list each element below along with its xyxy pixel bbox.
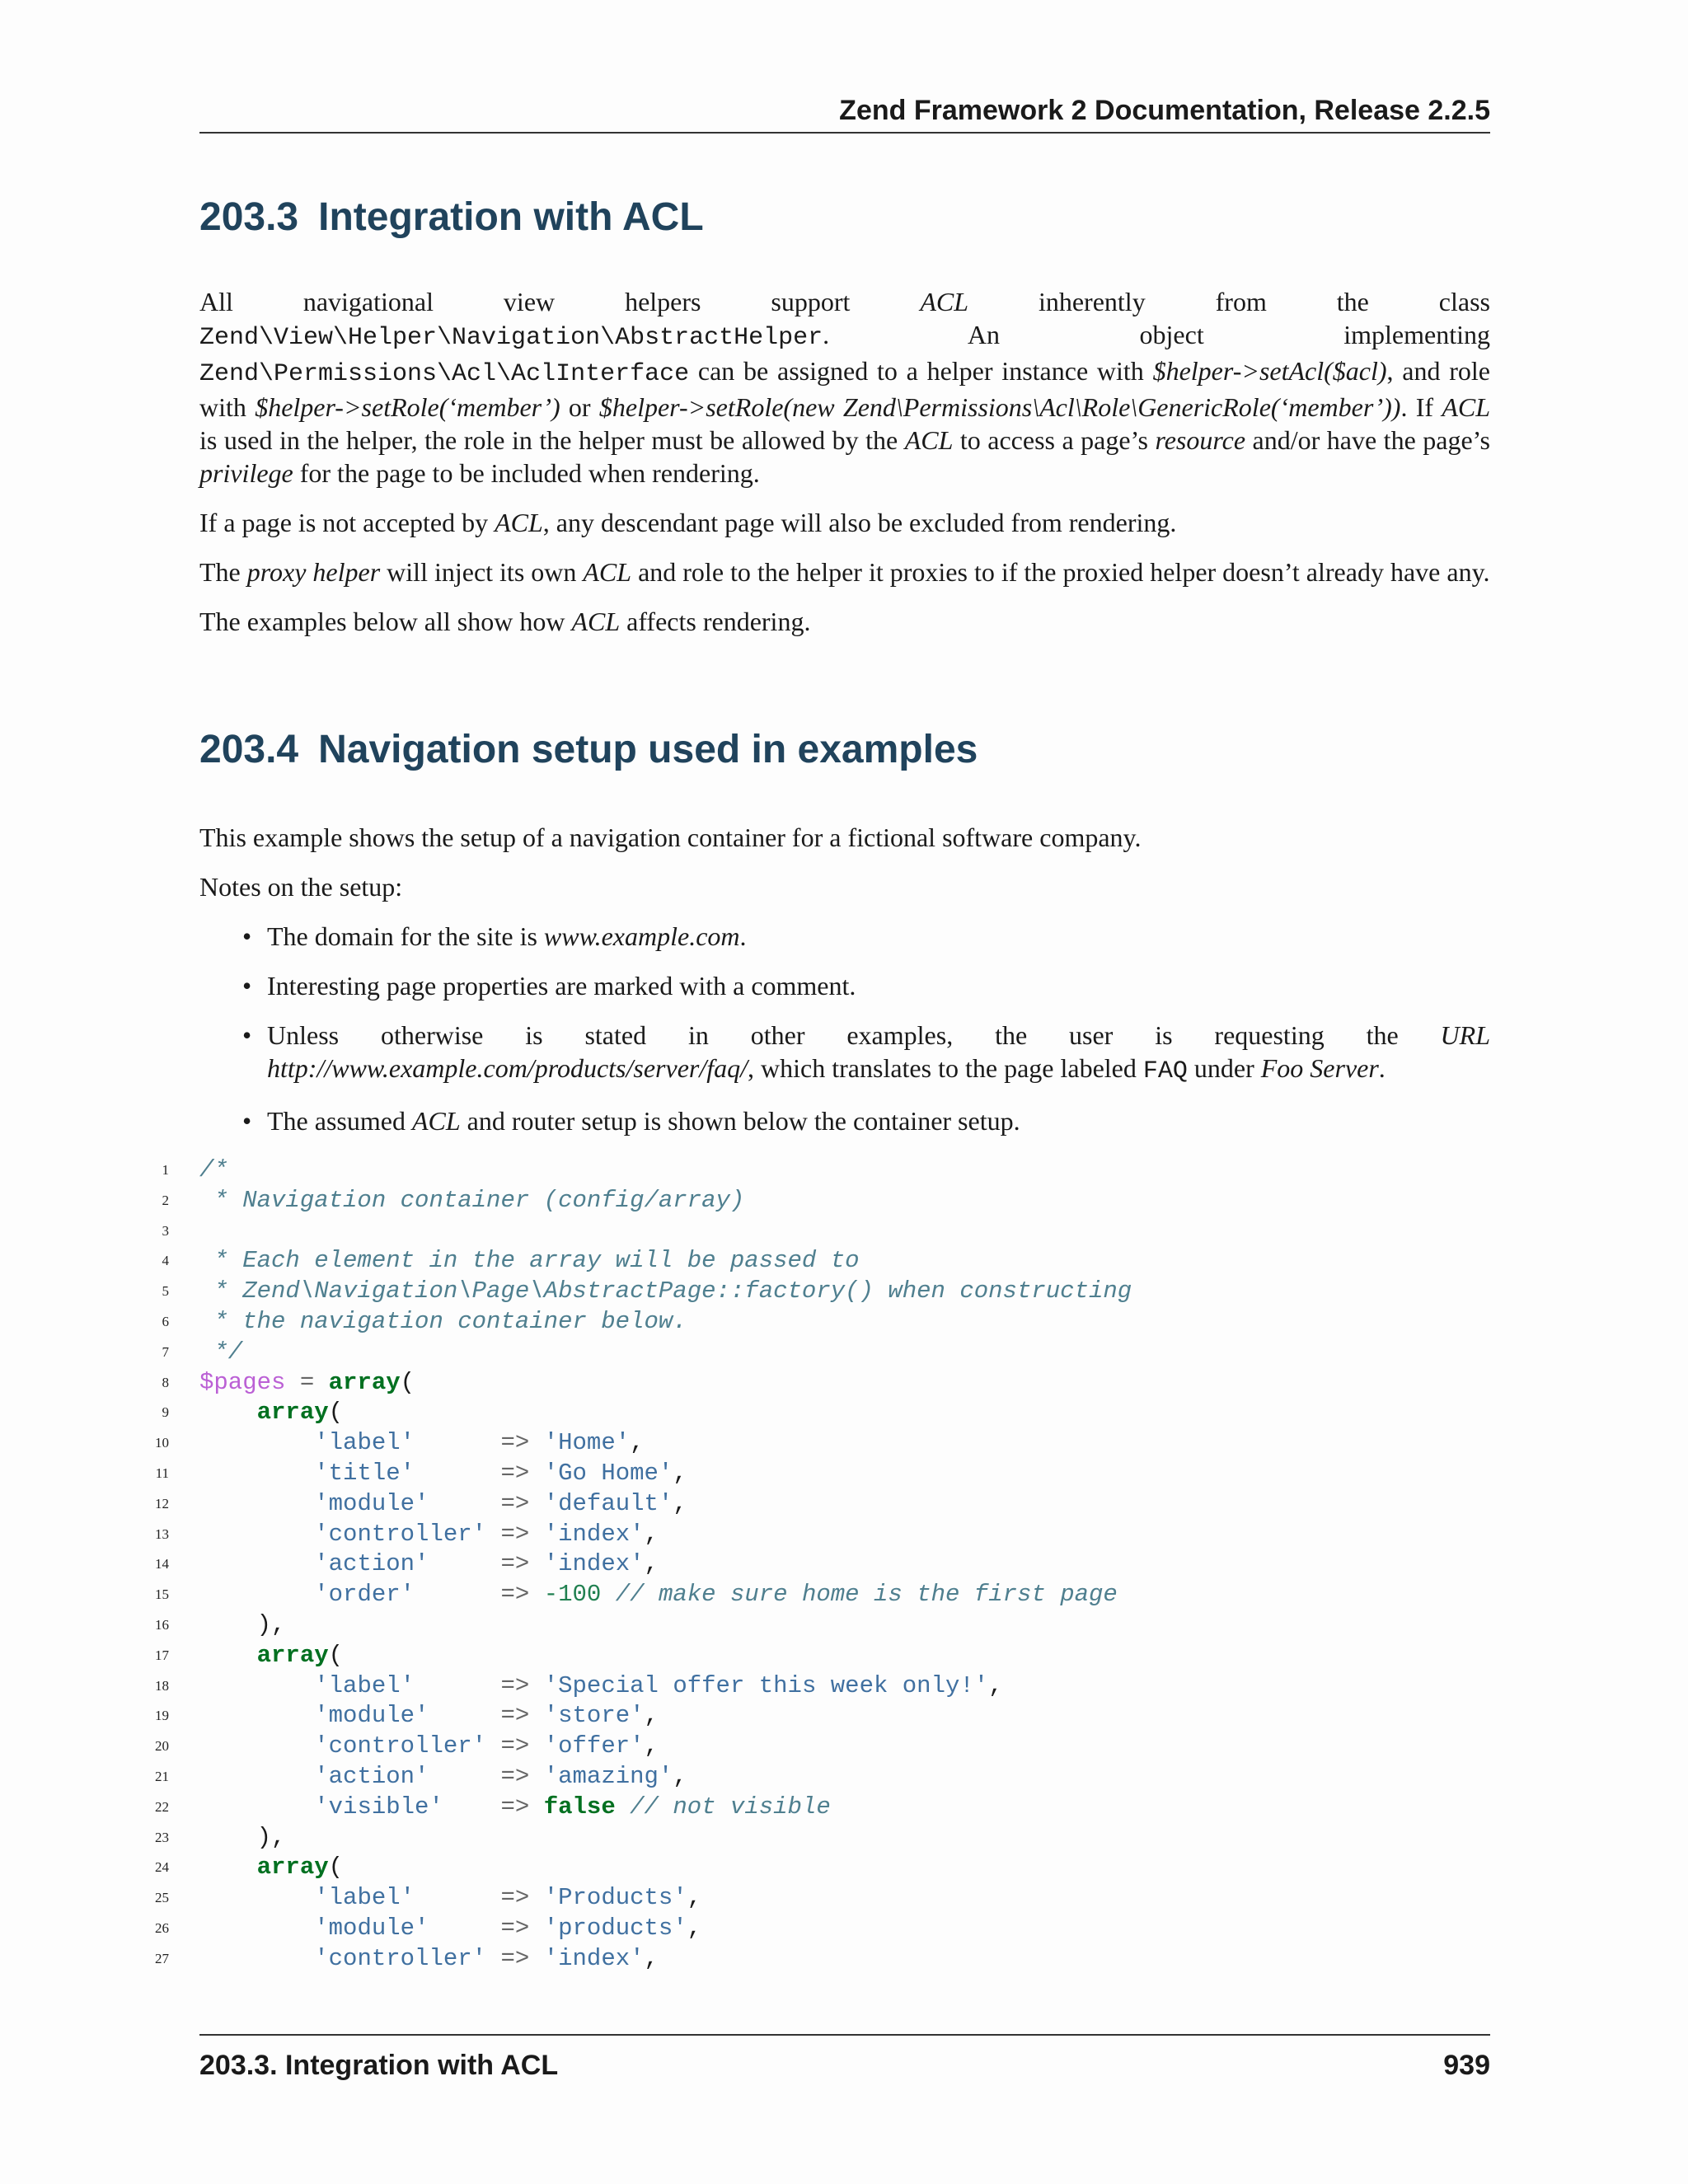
code-line: 15 'order' => -100 // make sure home is the first page: [155, 1581, 1118, 1609]
section-body-acl: [199, 285, 1490, 654]
notes-list: [199, 920, 1490, 1137]
paragraph-setup-intro: This example shows the setup of a navigation container for a fictional software company.: [199, 823, 1142, 852]
paragraph-notes: Notes on the setup:: [199, 872, 403, 902]
list-item: • The assumed ACL and router setup is shown below the container setup.: [199, 1104, 1490, 1137]
section-heading-integration-acl: [199, 193, 704, 242]
code-line: 19 'module' => 'store',: [155, 1702, 659, 1730]
running-header: [199, 92, 1490, 134]
code-line: 6 * the navigation container below.: [162, 1307, 687, 1335]
section-body-setup: [199, 821, 1490, 1154]
code-line: 27 'controller' => 'index',: [155, 1944, 659, 1972]
code-line: 25 'label' => 'Products',: [155, 1884, 702, 1912]
running-header-title: Zend Framework 2 Documentation, Release 2.2.5: [839, 95, 1490, 126]
code-line: 16 ),: [155, 1610, 286, 1638]
list-item: • Interesting page properties are marked with a comment.: [199, 969, 1490, 1002]
code-line: 9 array(: [162, 1399, 344, 1427]
code-line: 23 ),: [155, 1823, 286, 1851]
section-title: Navigation setup used in examples: [318, 728, 978, 771]
section-heading-navigation-setup: [199, 725, 978, 775]
list-item: • The domain for the site is www.example.com.: [199, 920, 1490, 953]
interface-name: Zend\Permissions\Acl\AclInterface: [199, 360, 690, 388]
code-line: 17 array(: [155, 1641, 344, 1669]
code-line: 8 $pages = array(: [162, 1368, 415, 1396]
code-line: 7 */: [162, 1338, 243, 1366]
code-line: 5 * Zend\Navigation\Page\AbstractPage::factory() when constructing: [162, 1277, 1132, 1305]
code-line: 3: [162, 1222, 169, 1239]
code-line: 4 * Each element in the array will be passed to: [162, 1247, 860, 1275]
code-line: 1 /*: [162, 1156, 228, 1183]
running-footer: [199, 2034, 1490, 2083]
paragraph-proxy-helper: The proxy helper will inject its own ACL and role to the helper it proxies to if the proxied helper doesn’t already have any.: [199, 557, 1490, 587]
page-number: 939: [1443, 2050, 1490, 2081]
code-line: 26 'module' => 'products',: [155, 1914, 702, 1942]
paragraph-acl-descendant: If a page is not accepted by ACL, any descendant page will also be excluded from rendering.: [199, 508, 1177, 537]
code-line: 14 'action' => 'index',: [155, 1550, 659, 1578]
code-line: 10 'label' => 'Home',: [155, 1429, 645, 1457]
code-line: 12 'module' => 'default',: [155, 1489, 687, 1517]
footer-section-title: 203.3. Integration with ACL: [199, 2050, 559, 2081]
paragraph-examples: The examples below all show how ACL affects rendering.: [199, 607, 811, 636]
section-title: Integration with ACL: [318, 195, 704, 239]
list-item: • Unless otherwise is stated in other examples, the user is requesting the URL http://www.example.com/products/server/faq/, which translates to the page labeled FAQ under Foo Server.: [199, 1019, 1490, 1088]
code-line: 13 'controller' => 'index',: [155, 1520, 659, 1548]
code-line: 24 array(: [155, 1854, 344, 1882]
code-line: 2 * Navigation container (config/array): [162, 1186, 745, 1214]
section-number: 203.3: [199, 195, 299, 239]
code-line: 22 'visible' => false // not visible: [155, 1793, 831, 1821]
class-name-abstract-helper: Zend\View\Helper\Navigation\AbstractHelper: [199, 324, 823, 352]
code-block: [148, 1155, 1490, 1975]
paragraph-acl-intro: All navigational view helpers support ACL inherently from the class Zend\View\Helper\Navigation\AbstractHelper. An object implementing Zend\Permissions\Acl\AclInterface can be assigned to a helper instance with $helper->setAcl($acl), and role with $helper->setRole(‘member’) or $helper->setRole(new Zend\Permissions\Acl\Role\GenericRole(‘member’)). If ACL is used in the helper, the role in the helper must be allowed by the ACL to access a page’s resource and/or have the page’s privilege for the page to be included when rendering.: [199, 287, 1491, 488]
code-line: 11 'title' => 'Go Home',: [155, 1459, 687, 1487]
section-number: 203.4: [199, 728, 299, 771]
code-line: 21 'action' => 'amazing',: [155, 1762, 687, 1790]
code-line: 18 'label' => 'Special offer this week only!',: [155, 1671, 1003, 1699]
code-line: 20 'controller' => 'offer',: [155, 1732, 659, 1760]
